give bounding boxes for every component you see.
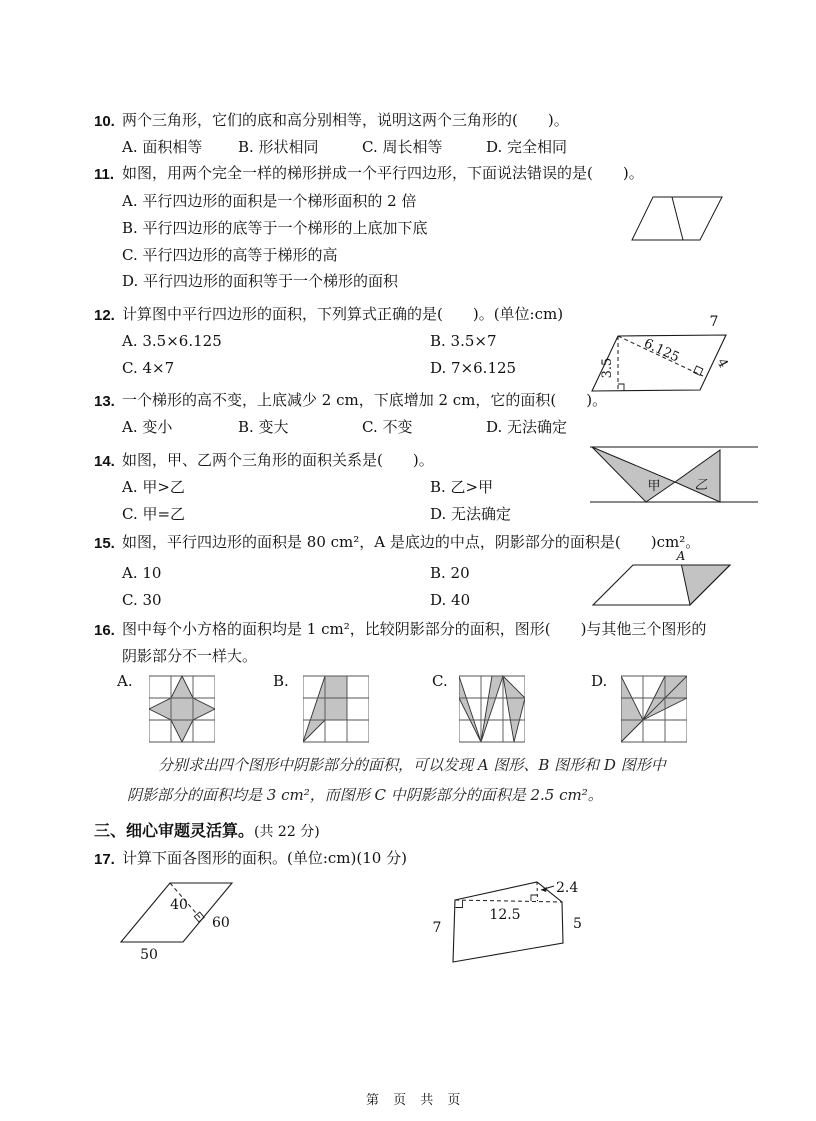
q13-option-d: D. 无法确定 [486,418,568,436]
right-angle-mark [618,384,624,391]
triangle-jia-shaded [592,447,675,502]
q13-option-c: C. 不变 [362,418,413,436]
q15-option-c: C. 30 [122,591,162,609]
apex-height-dashed-line [537,882,538,901]
right-angle-mark [531,895,537,901]
q16-answer-line2: 阴影部分的面积均是 3 cm²，而图形 C 中阴影部分的面积是 2.5 cm²。 [127,786,603,804]
q11-option-a: A. 平行四边形的面积是一个梯形面积的 2 倍 [122,192,417,210]
q16-text-line2: 阴影部分不一样大。 [122,647,258,665]
label-side-60: 60 [212,915,230,931]
q16-grid-label-c: C. [432,672,448,690]
section3-score: (共 22 分) [254,824,320,840]
label-height-3point5: 3.5 [600,357,615,379]
q14-option-a: A. 甲>乙 [122,478,185,496]
label-point-A: A [676,549,686,563]
shaded-left-stroke [459,676,481,742]
q17-figure-parallelogram [112,871,247,963]
q12-option-d: D. 7×6.125 [430,359,517,377]
q16-grid-label-a: A. [117,672,133,690]
q12-option-c: C. 4×7 [122,359,175,377]
q11-option-d: D. 平行四边形的面积等于一个梯形的面积 [122,272,399,290]
label-height-40: 40 [170,897,188,913]
q11-figure-parallelogram-of-trapezoids [622,190,728,246]
q17-text: 计算下面各图形的面积。(单位:cm)(10 分) [122,849,407,867]
q10-text: 两个三角形，它们的底和高分别相等，说明这两个三角形的( )。 [122,111,569,129]
shaded-middle-stroke [481,676,503,742]
q12-option-b: B. 3.5×7 [430,332,497,350]
q16-answer-line1: 分别求出四个图形中阴影部分的面积，可以发现 A 图形、B 图形和 D 图形中 [158,756,666,774]
section3-title-text: 三、细心审题灵活算。 [94,823,255,840]
trapezoid-divider-line [672,197,683,240]
width-dashed-line [455,900,562,902]
q13-option-a: A. 变小 [122,418,173,436]
label-yi: 乙 [694,478,708,493]
q16-grid-c-w-shape [459,673,525,745]
label-top-7: 7 [709,314,719,330]
shaded-star [149,676,215,742]
shaded-left-triangle [621,676,643,742]
q16-grid-b-shape [303,673,369,745]
q14-option-d: D. 无法确定 [430,505,512,523]
q14-text: 如图，甲、乙两个三角形的面积关系是( )。 [122,451,434,469]
q12-figure-parallelogram [588,308,760,398]
q10-option-c: C. 周长相等 [362,138,443,156]
shaded-right-stroke [503,676,525,742]
q10-option-d: D. 完全相同 [486,138,568,156]
q14-figure-two-triangles [588,441,760,507]
label-side-4: 4 [713,356,731,371]
section3-title [94,822,320,842]
label-slant-6point125: 6.125 [641,336,682,366]
q13-text: 一个梯形的高不变，上底减少 2 cm，下底增加 2 cm，它的面积( )。 [122,391,608,409]
label-left-7: 7 [432,920,442,936]
q11-option-c: C. 平行四边形的高等于梯形的高 [122,246,338,264]
q16-grid-label-b: B. [273,672,289,690]
page-footer: 第 页 共 页 [366,1093,466,1108]
label-width-12point5: 12.5 [489,907,521,923]
q10-option-a: A. 面积相等 [122,138,203,156]
q14-option-c: C. 甲=乙 [122,505,186,523]
q17-number: 17. [94,851,115,868]
q15-number: 15. [94,535,115,552]
q13-option-b: B. 变大 [238,418,289,436]
q15-option-d: D. 40 [430,591,471,609]
q14-number: 14. [94,453,115,470]
right-angle-mark [694,366,703,375]
label-apex-2point4: 2.4 [556,880,579,896]
q10-option-b: B. 形状相同 [238,138,319,156]
shaded-triangle [682,565,731,605]
q11-option-b: B. 平行四边形的底等于一个梯形的上底加下底 [122,219,428,237]
q16-grid-a-star [149,673,215,745]
q14-option-b: B. 乙>甲 [430,478,494,496]
q15-option-a: A. 10 [122,564,162,582]
q16-number: 16. [94,622,115,639]
triangle-yi-shaded [675,450,720,502]
q16-grid-d-shape [621,673,687,745]
q15-option-b: B. 20 [430,564,470,582]
q11-number: 11. [94,166,115,183]
q15-text: 如图，平行四边形的面积是 80 cm²，A 是底边的中点，阴影部分的面积是( )cm²。 [122,533,701,551]
q16-text-line1: 图中每个小方格的面积均是 1 cm²，比较阴影部分的面积，图形( )与其他三个图形的 [122,620,707,638]
q11-text: 如图，用两个完全一样的梯形拼成一个平行四边形，下面说法错误的是( )。 [122,164,644,182]
q13-number: 13. [94,393,115,410]
label-base-50: 50 [140,947,158,963]
right-angle-mark [456,901,463,908]
q10-number: 10. [94,113,115,130]
q12-option-a: A. 3.5×6.125 [122,332,222,350]
q15-figure-parallelogram-with-shaded-triangle [588,548,738,610]
label-right-5: 5 [573,916,582,932]
q17-figure-pentagon [425,862,590,980]
label-jia: 甲 [647,479,661,494]
q12-number: 12. [94,307,115,324]
q12-text: 计算图中平行四边形的面积，下列算式正确的是( )。(单位:cm) [122,305,564,323]
q16-grid-label-d: D. [591,672,608,690]
